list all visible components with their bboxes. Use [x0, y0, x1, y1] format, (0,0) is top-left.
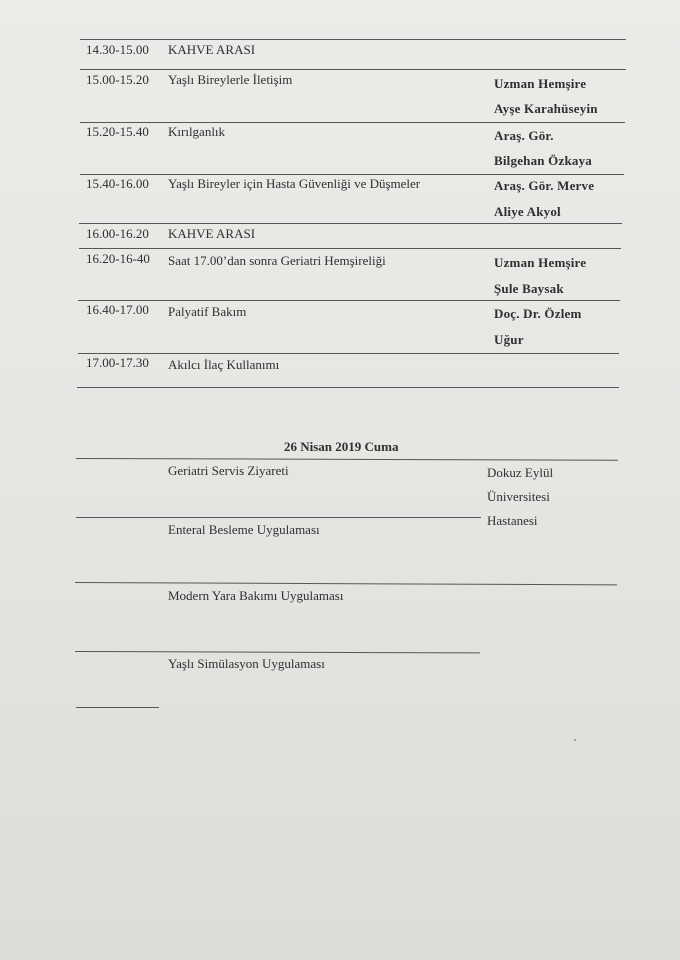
session-topic: Yaşlı Bireylerle İletişim [168, 72, 293, 87]
table-rule [80, 122, 625, 123]
table-rule [78, 300, 620, 301]
location-line: Üniversitesi [487, 489, 550, 504]
session-topic: KAHVE ARASI [168, 226, 256, 241]
activity-item: Modern Yara Bakımı Uygulaması [168, 588, 344, 603]
table-rule [80, 69, 626, 70]
speaker-name: Şule Baysak [494, 281, 564, 296]
speaker-name: Bilgehan Özkaya [494, 153, 592, 168]
session-time: 16.40-17.00 [86, 302, 149, 317]
table-rule [79, 223, 622, 224]
table-rule [80, 174, 624, 175]
speaker-title: Uzman Hemşire [494, 255, 587, 270]
session-topic: KAHVE ARASI [168, 42, 256, 57]
section-rule [76, 458, 618, 461]
session-topic: Kırılganlık [168, 124, 226, 139]
location-line: Dokuz Eylül [487, 465, 554, 480]
session-time: 15.00-15.20 [86, 72, 149, 87]
section-rule [75, 651, 480, 653]
table-rule [78, 353, 619, 354]
session-topic: Yaşlı Bireyler için Hasta Güvenliği ve Düşmeler [168, 176, 421, 191]
activity-item: Enteral Besleme Uygulaması [168, 522, 320, 537]
paper-speck [574, 739, 576, 741]
table-rule [80, 39, 626, 40]
table-rule [79, 248, 621, 249]
section-rule [75, 582, 617, 585]
session-topic: Akılcı İlaç Kullanımı [168, 357, 280, 372]
session-topic: Palyatif Bakım [168, 304, 247, 319]
speaker-title: Araş. Gör. Merve [494, 178, 595, 193]
activity-item: Geriatri Servis Ziyareti [168, 463, 289, 478]
speaker-title: Doç. Dr. Özlem [494, 306, 582, 321]
session-time: 16.20-16-40 [86, 251, 150, 266]
session-time: 15.40-16.00 [86, 176, 149, 191]
session-topic: Saat 17.00’dan sonra Geriatri Hemşireliği [168, 253, 386, 268]
section-rule [76, 707, 159, 708]
session-time: 14.30-15.00 [86, 42, 149, 57]
speaker-title: Araş. Gör. [494, 128, 554, 143]
speaker-name: Uğur [494, 332, 524, 347]
speaker-name: Ayşe Karahüseyin [494, 101, 598, 116]
session-time: 16.00-16.20 [86, 226, 149, 241]
table-rule [77, 387, 619, 388]
session-time: 17.00-17.30 [86, 355, 149, 370]
activity-item: Yaşlı Simülasyon Uygulaması [168, 656, 325, 671]
section-rule [76, 517, 481, 518]
location-line: Hastanesi [487, 513, 538, 528]
speaker-name: Aliye Akyol [494, 204, 561, 219]
session-time: 15.20-15.40 [86, 124, 149, 139]
speaker-title: Uzman Hemşire [494, 76, 587, 91]
day-heading: 26 Nisan 2019 Cuma [284, 439, 399, 454]
